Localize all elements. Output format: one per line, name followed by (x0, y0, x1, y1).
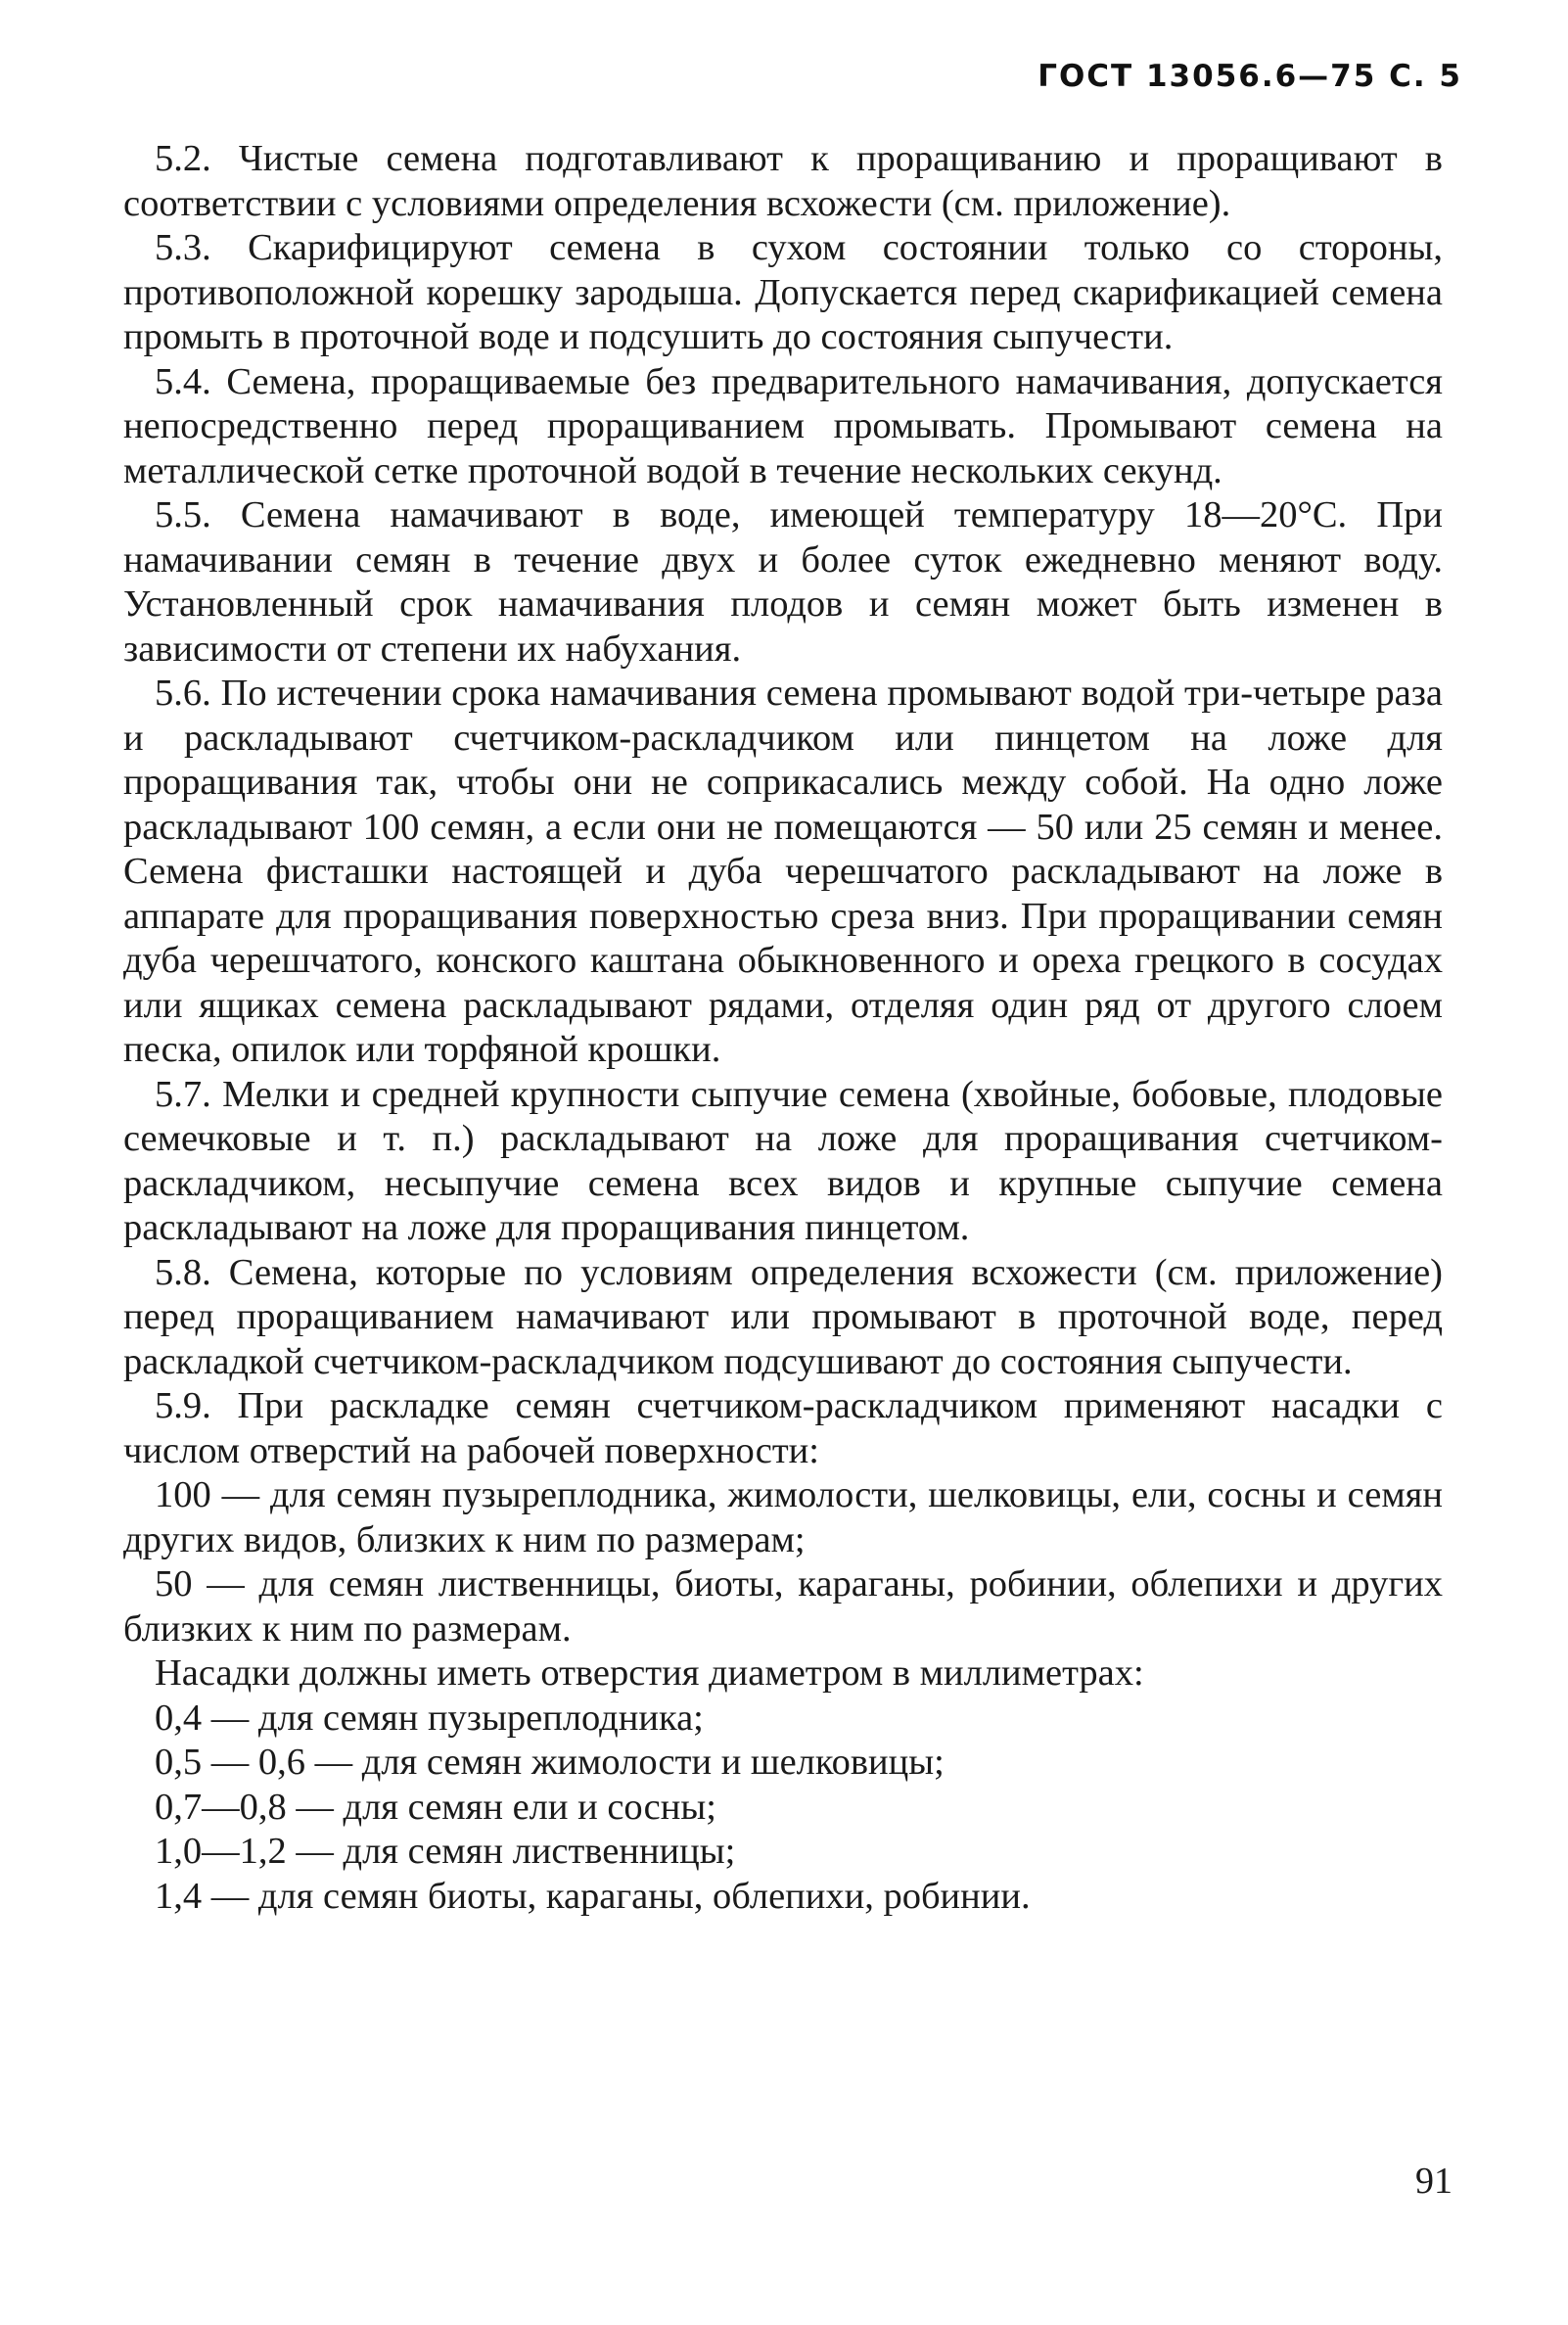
paragraph-5-4: 5.4. Семена, проращиваемые без предварительного намачивания, допускается непосредственно перед проращиванием промывать. Промывают семена на металлической сетке проточной водой в течение нескольких секунд. (123, 360, 1443, 491)
paragraph-5-3: 5.3. Скарифицируют семена в сухом состоянии только со стороны, противоположной корешку зародыша. Допускается перед скарификацией семена промыть в проточной воде и подсушить до состояния сыпучести. (123, 227, 1443, 357)
page-header: ГОСТ 13056.6—75 С. 5 (1038, 59, 1462, 94)
document-body (123, 137, 1443, 1919)
diameter-list-item: 1,4 — для семян биоты, караганы, облепихи, робинии. (155, 1875, 1031, 1917)
paragraph-5-8: 5.8. Семена, которые по условиям определения всхожести (см. приложение) перед проращиванием намачивают или промывают в проточной воде, перед раскладкой счетчиком-раскладчиком подсушивают до состояния сыпучести. (123, 1251, 1443, 1382)
nozzle-50-paragraph: 50 — для семян лиственницы, биоты, караганы, робинии, облепихи и других близких к ним по размерам. (123, 1563, 1443, 1650)
page-number: 91 (1415, 2161, 1453, 2202)
paragraph-5-5: 5.5. Семена намачивают в воде, имеющей температуру 18—20°С. При намачивании семян в течение двух и более суток ежедневно меняют воду. Установленный срок намачивания плодов и семян может быть изменен в зависимости от степени их набухания. (123, 494, 1443, 670)
diameter-list-item: 0,4 — для семян пузыреплодника; (155, 1697, 704, 1739)
paragraph-5-2: 5.2. Чистые семена подготавливают к проращиванию и проращивают в соответствии с условиями определения всхожести (см. приложение). (123, 138, 1443, 224)
diameter-list-item: 0,7—0,8 — для семян ели и сосны; (155, 1786, 716, 1828)
diameter-list-item: 1,0—1,2 — для семян лиственницы; (155, 1831, 736, 1872)
paragraph-5-6: 5.6. По истечении срока намачивания семена промывают водой три-четыре раза и раскладывают счетчиком-раскладчиком или пинцетом на ложе для проращивания так, чтобы они не соприкасались между собой. На одно ложе раскладывают 100 семян, а если они не помещаются — 50 или 25 семян и менее. Семена фисташки настоящей и дуба черешчатого раскладывают на ложе в аппарате для проращивания поверхностью среза вниз. При проращивании семян дуба черешчатого, конского каштана обыкновенного и ореха грецкого в сосудах или ящиках семена раскладывают рядами, отделяя один ряд от другого слоем песка, опилок или торфяной крошки. (123, 673, 1443, 1070)
diameter-intro: Насадки должны иметь отверстия диаметром в миллиметрах: (155, 1652, 1144, 1694)
paragraph-5-7: 5.7. Мелки и средней крупности сыпучие семена (хвойные, бобовые, плодовые семечковые и т. п.) раскладывают на ложе для проращивания счетчиком-раскладчиком, несыпучие семена всех видов и крупные сыпучие семена раскладывают на ложе для проращивания пинцетом. (123, 1073, 1443, 1248)
paragraph-5-9: 5.9. При раскладке семян счетчиком-раскладчиком применяют насадки с числом отверстий на рабочей поверхности: (123, 1385, 1443, 1471)
diameter-list-item: 0,5 — 0,6 — для семян жимолости и шелковицы; (155, 1742, 945, 1783)
nozzle-100-paragraph: 100 — для семян пузыреплодника, жимолости, шелковицы, ели, сосны и семян других видов, близких к ним по размерам; (123, 1474, 1443, 1560)
